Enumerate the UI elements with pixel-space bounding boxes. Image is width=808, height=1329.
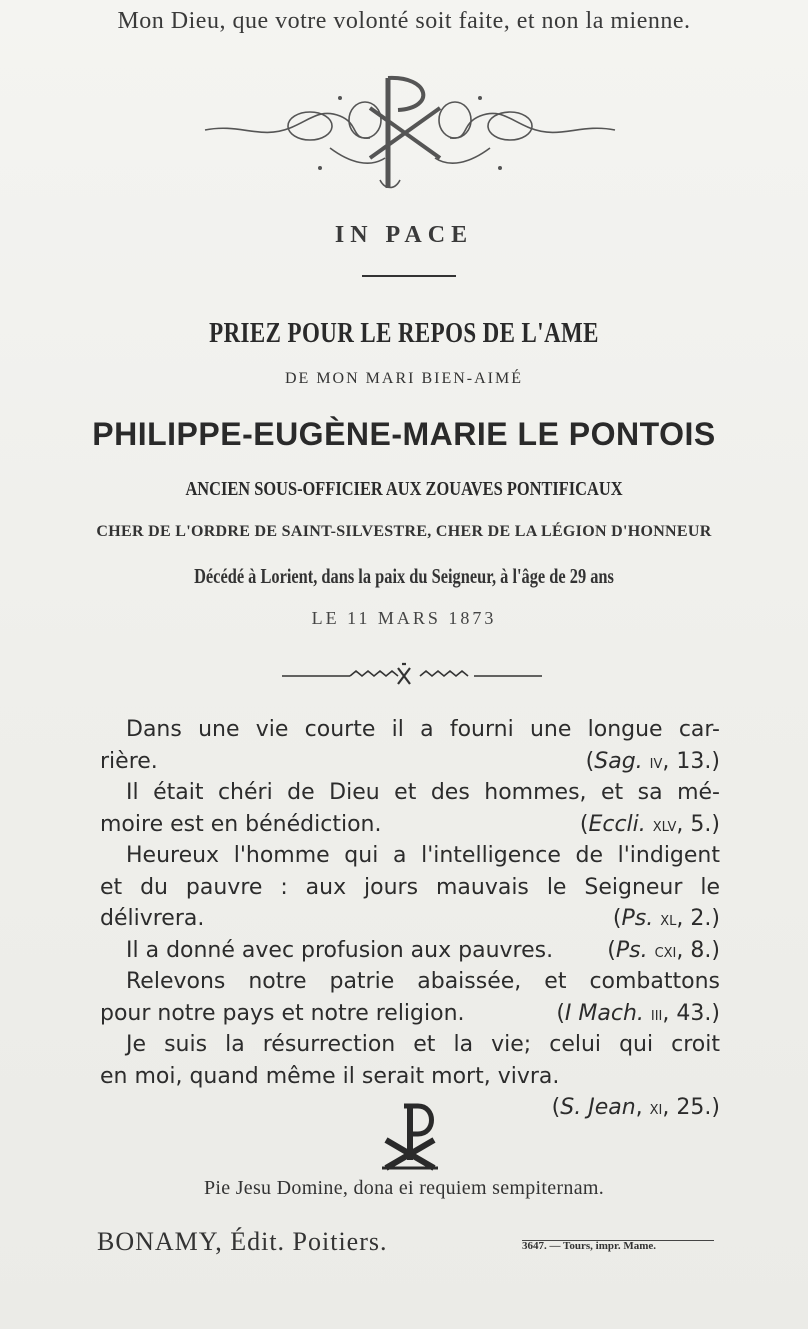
verse-line: Dans une vie courte il a fourni une longue car- (126, 717, 720, 742)
verse-reference: (S. Jean, xi, 25.) (551, 1095, 720, 1120)
printer-imprint: 3647. — Tours, impr. Mame. (522, 1240, 657, 1252)
closing-prayer: Pie Jesu Domine, dona ei requiem sempiternam. (203, 1177, 605, 1199)
motto: Mon Dieu, que votre volonté soit faite, et non la mienne. (117, 8, 691, 34)
verse-line: Il a donné avec profusion aux pauvres. (Ps. cxi, 8.) (100, 935, 720, 967)
death-line: Décédé à Lorient, dans la paix du Seigneur, à l'âge de 29 ans (194, 564, 614, 588)
verse-reference: (Sag. iv, 13.) (585, 748, 720, 774)
verse-line: Il était chéri de Dieu et des hommes, et sa mé- (126, 780, 720, 805)
verse-line: Relevons notre patrie abaissée, et combattons (126, 969, 720, 994)
verse-line: délivrera. (Ps. xl, 2.) (100, 903, 720, 935)
verse-reference: (I Mach. iii, 43.) (556, 1000, 720, 1026)
chi-rho-icon (378, 1100, 442, 1172)
prayer-request-heading: PRIEZ POUR LE REPOS DE L'AME (209, 318, 599, 349)
rank-line: ANCIEN SOUS-OFFICIER AUX ZOUAVES PONTIFICAUX (185, 478, 623, 500)
verse-line: et du pauvre : aux jours mauvais le Seigneur le (100, 874, 720, 900)
publisher: BONAMY, Édit. Poitiers. (97, 1227, 388, 1256)
verse-line: pour notre pays et notre religion. (I Mach. iii, 43.) (100, 998, 720, 1030)
divider-rule (362, 275, 456, 277)
verse-line: moire est en bénédiction. (Eccli. xlv, 5.) (100, 809, 720, 841)
verse-reference: (Ps. xl, 2.) (612, 906, 720, 931)
verse-reference: (Eccli. xlv, 5.) (579, 811, 720, 837)
verse-line: Je suis la résurrection et la vie; celui qui croit (126, 1032, 720, 1057)
verse-line: rière. (Sag. iv, 13.) (100, 746, 720, 778)
scripture-verses (100, 714, 720, 1124)
deceased-name: PHILIPPE-EUGÈNE-MARIE LE PONTOIS (92, 416, 716, 452)
ornament-flourish-icon (200, 68, 620, 198)
verse-line: Heureux l'homme qui a l'intelligence de l'indigent (126, 843, 720, 868)
verse-reference: (Ps. cxi, 8.) (607, 937, 720, 963)
ornament-divider-icon (280, 660, 544, 690)
relation-line: DE MON MARI BIEN-AIMÉ (285, 370, 523, 387)
orders-line: CHER DE L'ORDRE DE SAINT-SILVESTRE, CHER DE LA LÉGION D'HONNEUR (96, 523, 712, 540)
verse-line: en moi, quand même il serait mort, vivra. (100, 1063, 560, 1089)
in-pace-heading: IN PACE (334, 222, 474, 248)
death-date: LE 11 MARS 1873 (311, 608, 497, 628)
